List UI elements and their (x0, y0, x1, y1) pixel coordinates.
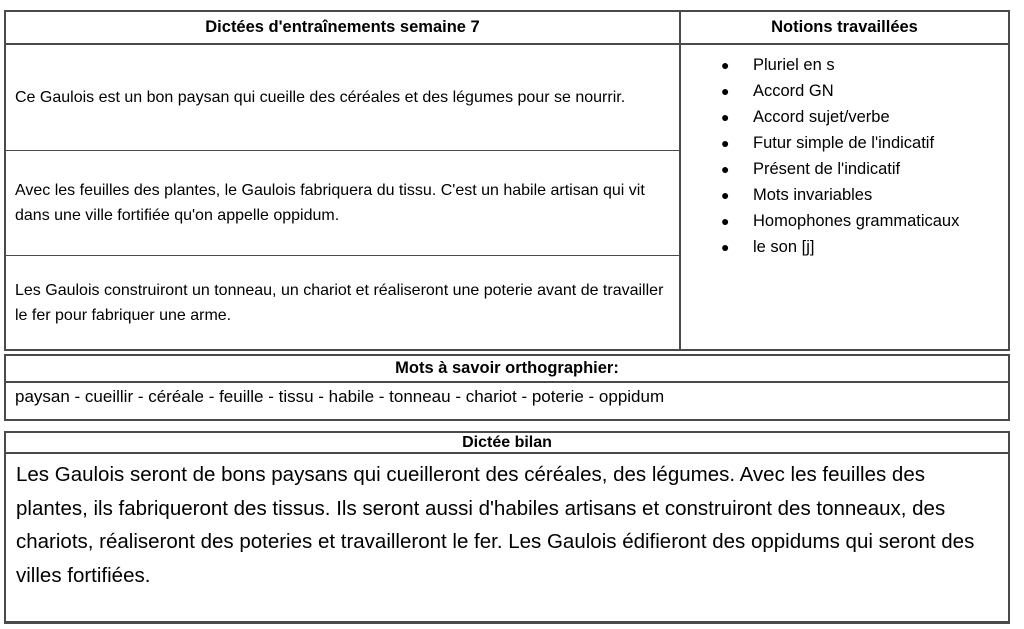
notion-label: Accord GN (753, 82, 834, 100)
bullet-icon: ● (721, 187, 730, 203)
notion-item (681, 234, 1008, 260)
dictation-row (6, 256, 679, 349)
spelling-words-list: paysan - cueillir - céréale - feuille - tissu - habile - tonneau - chariot - poterie - oppidum (15, 387, 665, 406)
notion-label: Futur simple de l'indicatif (753, 134, 935, 152)
bilan-table (4, 431, 1010, 624)
training-table-header-row (6, 12, 1008, 45)
notion-item (681, 182, 1008, 208)
notion-label: Homophones grammaticaux (753, 212, 960, 230)
dictation-text: Les Gaulois construiront un tonneau, un chariot et réaliseront une poterie avant de travailler le fer pour fabriquer une arme. (15, 281, 664, 324)
bilan-title: Dictée bilan (6, 433, 1008, 454)
notion-label: le son [j] (753, 238, 815, 256)
dictation-row (6, 151, 679, 256)
training-table-body (6, 45, 1008, 349)
notion-label: Accord sujet/verbe (753, 108, 890, 126)
bullet-icon: ● (721, 57, 730, 73)
bullet-icon: ● (721, 213, 730, 229)
notions-list (681, 45, 1008, 349)
bullet-icon: ● (721, 135, 730, 151)
dictation-text: Ce Gaulois est un bon paysan qui cueille des céréales et des légumes pour se nourrir. (15, 89, 626, 106)
spelling-words-title: Mots à savoir orthographier: (6, 356, 1008, 383)
training-dictations-table (4, 10, 1010, 351)
dictation-row (6, 45, 679, 151)
bullet-icon: ● (721, 109, 730, 125)
notion-item (681, 78, 1008, 104)
dictation-text: Avec les feuilles des plantes, le Gaulois fabriquera du tissu. C'est un habile artisan qui vit dans une ville fortifiée qu'on appelle oppidum. (15, 182, 645, 224)
notion-label: Pluriel en s (753, 56, 835, 74)
dictations-column (6, 45, 681, 349)
bullet-icon: ● (721, 161, 730, 177)
notion-item (681, 104, 1008, 130)
notion-item (681, 52, 1008, 78)
spelling-words-table (4, 354, 1010, 421)
notion-label: Mots invariables (753, 186, 873, 204)
notion-label: Présent de l'indicatif (753, 160, 901, 178)
notion-item (681, 156, 1008, 182)
notion-item (681, 208, 1008, 234)
training-table-title: Dictées d'entraînements semaine 7 (6, 12, 681, 43)
notions-title: Notions travaillées (771, 18, 918, 36)
notion-item (681, 130, 1008, 156)
bilan-text: Les Gaulois seront de bons paysans qui cueilleront des céréales, des légumes. Avec les feuilles des plantes, ils fabriqueront des tissus. Ils seront aussi d'habiles artisans et construiront des tonneaux, des chariots, réaliseront des poteries et travailleront le fer. Les Gaulois édifieront des oppidums qui seront des villes fortifiées. (16, 463, 975, 587)
bullet-icon: ● (721, 239, 730, 255)
bullet-icon: ● (721, 83, 730, 99)
